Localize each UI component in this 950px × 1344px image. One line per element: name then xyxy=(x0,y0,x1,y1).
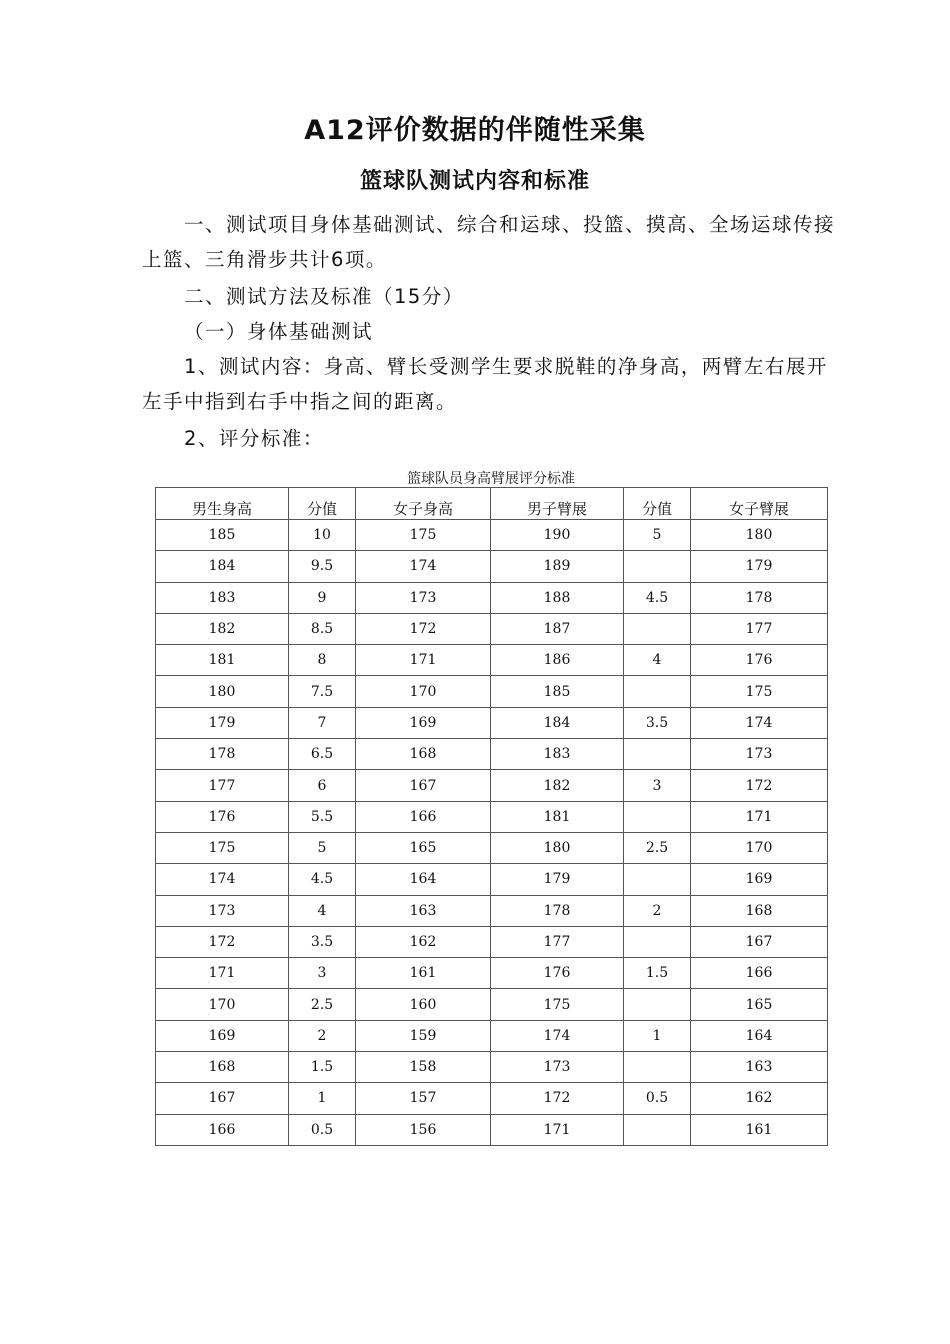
table-cell: 6 xyxy=(289,770,356,801)
paragraph-test-items: 一、测试项目身体基础测试、综合和运球、投篮、摸高、全场运球传接上篮、三角滑步共计6项。 xyxy=(142,213,836,271)
table-cell: 9 xyxy=(289,582,356,613)
table-cell: 165 xyxy=(691,989,828,1020)
table-row xyxy=(156,1020,828,1051)
table-cell: 190 xyxy=(491,520,624,551)
table-cell: 5 xyxy=(624,520,691,551)
table-cell: 4.5 xyxy=(624,582,691,613)
table-cell: 162 xyxy=(356,926,491,957)
table-cell: 164 xyxy=(691,1020,828,1051)
column-header: 分值 xyxy=(624,488,691,520)
table-cell: 173 xyxy=(691,739,828,770)
table-cell: 170 xyxy=(356,676,491,707)
table-cell: 178 xyxy=(491,895,624,926)
table-cell: 3 xyxy=(624,770,691,801)
column-header: 男子臂展 xyxy=(491,488,624,520)
table-row xyxy=(156,613,828,644)
paragraph-test-content: 1、测试内容：身高、臂长受测学生要求脱鞋的净身高，两臂左右展开左手中指到右手中指之间的距离。 xyxy=(142,355,828,413)
table-cell: 1.5 xyxy=(624,958,691,989)
table-cell xyxy=(624,801,691,832)
table-cell: 2.5 xyxy=(289,989,356,1020)
table-cell: 167 xyxy=(356,770,491,801)
table-cell: 185 xyxy=(156,520,289,551)
table-cell: 4 xyxy=(624,645,691,676)
table-row xyxy=(156,551,828,582)
table-cell xyxy=(624,739,691,770)
table-cell: 6.5 xyxy=(289,739,356,770)
table-row xyxy=(156,770,828,801)
table-cell: 2 xyxy=(624,895,691,926)
table-cell: 166 xyxy=(691,958,828,989)
table-cell: 7 xyxy=(289,707,356,738)
table-cell: 7.5 xyxy=(289,676,356,707)
table-row xyxy=(156,926,828,957)
table-row xyxy=(156,1114,828,1145)
table-cell: 169 xyxy=(156,1020,289,1051)
page-subtitle: 篮球队测试内容和标准 xyxy=(359,169,590,194)
table-cell: 187 xyxy=(491,613,624,644)
table-caption: 篮球队员身高臂展评分标准 xyxy=(407,470,575,486)
table-cell: 163 xyxy=(356,895,491,926)
table-cell: 171 xyxy=(156,958,289,989)
table-cell: 174 xyxy=(691,707,828,738)
table-cell: 172 xyxy=(491,1083,624,1114)
page-title: A12评价数据的伴随性采集 xyxy=(304,115,646,146)
table-cell: 166 xyxy=(156,1114,289,1145)
table-row xyxy=(156,989,828,1020)
column-header: 女子臂展 xyxy=(691,488,828,520)
table-cell: 1 xyxy=(289,1083,356,1114)
table-cell: 169 xyxy=(691,864,828,895)
table-cell: 183 xyxy=(491,739,624,770)
table-cell: 169 xyxy=(356,707,491,738)
table-cell: 162 xyxy=(691,1083,828,1114)
table-cell: 172 xyxy=(356,613,491,644)
table-cell: 168 xyxy=(156,1052,289,1083)
column-header: 女子身高 xyxy=(356,488,491,520)
table-cell: 172 xyxy=(691,770,828,801)
table-cell: 161 xyxy=(356,958,491,989)
table-cell: 3 xyxy=(289,958,356,989)
table-cell: 170 xyxy=(156,989,289,1020)
table-cell: 182 xyxy=(491,770,624,801)
table-cell: 179 xyxy=(491,864,624,895)
table-cell: 156 xyxy=(356,1114,491,1145)
table-cell: 165 xyxy=(356,832,491,863)
table-cell: 3.5 xyxy=(289,926,356,957)
table-cell: 173 xyxy=(491,1052,624,1083)
table-cell: 188 xyxy=(491,582,624,613)
table-row xyxy=(156,832,828,863)
table-header-row xyxy=(156,488,828,520)
column-header: 男生身高 xyxy=(156,488,289,520)
table-cell: 184 xyxy=(156,551,289,582)
table-cell: 5 xyxy=(289,832,356,863)
table-cell xyxy=(624,551,691,582)
table-cell: 185 xyxy=(491,676,624,707)
table-cell: 168 xyxy=(691,895,828,926)
table-cell: 176 xyxy=(156,801,289,832)
column-header: 分值 xyxy=(289,488,356,520)
table-cell: 173 xyxy=(356,582,491,613)
table-cell: 184 xyxy=(491,707,624,738)
table-cell: 0.5 xyxy=(289,1114,356,1145)
score-table xyxy=(155,487,828,1146)
table-cell: 175 xyxy=(156,832,289,863)
table-cell: 175 xyxy=(691,676,828,707)
table-cell: 183 xyxy=(156,582,289,613)
table-cell: 2 xyxy=(289,1020,356,1051)
table-cell xyxy=(624,926,691,957)
table-row xyxy=(156,707,828,738)
table-cell: 157 xyxy=(356,1083,491,1114)
table-cell: 161 xyxy=(691,1114,828,1145)
table-cell: 3.5 xyxy=(624,707,691,738)
table-row xyxy=(156,676,828,707)
table-cell: 179 xyxy=(156,707,289,738)
table-cell xyxy=(624,1052,691,1083)
table-cell: 8.5 xyxy=(289,613,356,644)
table-body xyxy=(156,520,828,1146)
paragraph-scoring-standard: 2、评分标准： xyxy=(184,427,324,450)
table-cell xyxy=(624,1114,691,1145)
table-cell: 177 xyxy=(491,926,624,957)
table-row xyxy=(156,864,828,895)
table-cell: 160 xyxy=(356,989,491,1020)
table-cell xyxy=(624,613,691,644)
table-cell: 180 xyxy=(156,676,289,707)
table-cell: 164 xyxy=(356,864,491,895)
table-cell: 1.5 xyxy=(289,1052,356,1083)
table-cell: 175 xyxy=(356,520,491,551)
table-cell: 181 xyxy=(491,801,624,832)
table-cell: 0.5 xyxy=(624,1083,691,1114)
table-cell: 180 xyxy=(691,520,828,551)
table-cell: 168 xyxy=(356,739,491,770)
table-cell: 174 xyxy=(156,864,289,895)
table-row xyxy=(156,801,828,832)
paragraph-section-basic: （一）身体基础测试 xyxy=(184,320,374,343)
table-cell: 4 xyxy=(289,895,356,926)
table-cell: 171 xyxy=(691,801,828,832)
table-row xyxy=(156,1052,828,1083)
table-cell: 180 xyxy=(491,832,624,863)
table-cell: 170 xyxy=(691,832,828,863)
table-cell: 5.5 xyxy=(289,801,356,832)
table-cell: 166 xyxy=(356,801,491,832)
table-cell: 176 xyxy=(491,958,624,989)
table-cell xyxy=(624,864,691,895)
table-cell: 177 xyxy=(691,613,828,644)
table-cell: 173 xyxy=(156,895,289,926)
table-row xyxy=(156,1083,828,1114)
table-cell: 9.5 xyxy=(289,551,356,582)
table-cell: 158 xyxy=(356,1052,491,1083)
table-cell: 178 xyxy=(156,739,289,770)
table-cell: 174 xyxy=(356,551,491,582)
table-cell: 2.5 xyxy=(624,832,691,863)
table-cell: 167 xyxy=(691,926,828,957)
table-cell: 167 xyxy=(156,1083,289,1114)
table-cell: 181 xyxy=(156,645,289,676)
table-cell xyxy=(624,989,691,1020)
table-cell: 8 xyxy=(289,645,356,676)
table-cell: 171 xyxy=(491,1114,624,1145)
table-cell: 175 xyxy=(491,989,624,1020)
table-cell xyxy=(624,676,691,707)
table-cell: 186 xyxy=(491,645,624,676)
table-cell: 178 xyxy=(691,582,828,613)
table-cell: 182 xyxy=(156,613,289,644)
table-row xyxy=(156,520,828,551)
table-row xyxy=(156,645,828,676)
table-cell: 177 xyxy=(156,770,289,801)
table-cell: 179 xyxy=(691,551,828,582)
table-cell: 4.5 xyxy=(289,864,356,895)
table-row xyxy=(156,895,828,926)
table-cell: 10 xyxy=(289,520,356,551)
table-cell: 1 xyxy=(624,1020,691,1051)
table-cell: 159 xyxy=(356,1020,491,1051)
paragraph-test-method: 二、测试方法及标准（15分） xyxy=(184,285,464,308)
table-cell: 172 xyxy=(156,926,289,957)
table-cell: 171 xyxy=(356,645,491,676)
table-cell: 189 xyxy=(491,551,624,582)
table-row xyxy=(156,739,828,770)
table-cell: 176 xyxy=(691,645,828,676)
table-row xyxy=(156,958,828,989)
table-row xyxy=(156,582,828,613)
table-cell: 163 xyxy=(691,1052,828,1083)
table-cell: 174 xyxy=(491,1020,624,1051)
